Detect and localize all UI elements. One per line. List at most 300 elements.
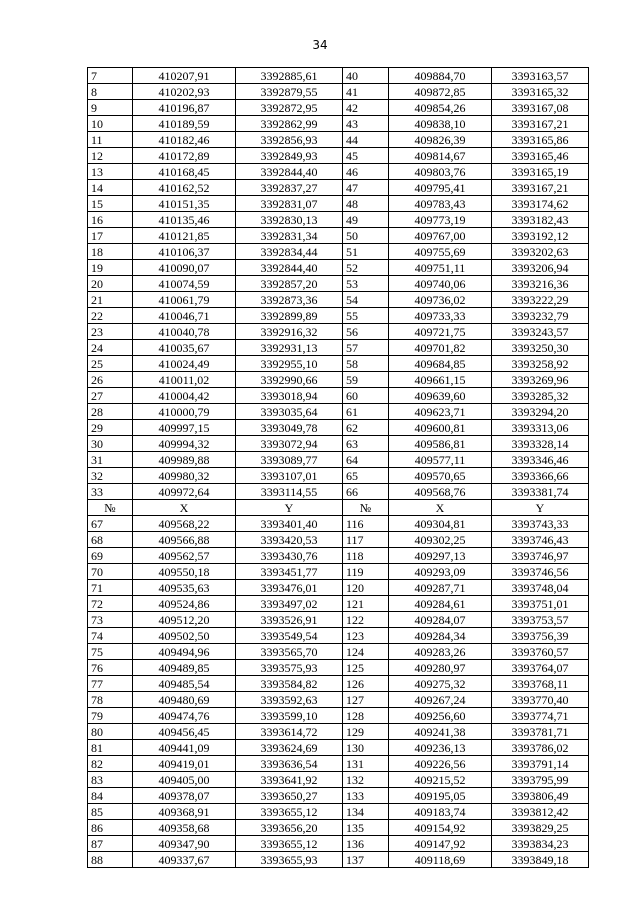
table-row bbox=[88, 148, 589, 164]
x-coordinate-cell: 409287,71 bbox=[389, 580, 492, 596]
table-row bbox=[88, 164, 589, 180]
x-coordinate-cell: 409241,38 bbox=[389, 724, 492, 740]
y-coordinate-cell: 3393599,10 bbox=[236, 708, 343, 724]
point-number-cell: 29 bbox=[88, 420, 133, 436]
point-number-cell: 59 bbox=[343, 372, 389, 388]
y-coordinate-cell: 3392990,66 bbox=[236, 372, 343, 388]
x-coordinate-cell: 409872,85 bbox=[389, 84, 492, 100]
point-number-cell: 23 bbox=[88, 324, 133, 340]
table-row bbox=[88, 388, 589, 404]
table-row bbox=[88, 820, 589, 836]
y-coordinate-cell: 3393165,86 bbox=[492, 132, 589, 148]
coordinates-table-body bbox=[88, 68, 589, 868]
x-coordinate-cell: 409275,32 bbox=[389, 676, 492, 692]
x-coordinate-cell: 409337,67 bbox=[133, 852, 236, 868]
x-coordinate-cell: 409154,92 bbox=[389, 820, 492, 836]
y-coordinate-cell: 3393751,01 bbox=[492, 596, 589, 612]
y-coordinate-cell: 3393743,33 bbox=[492, 516, 589, 532]
table-row bbox=[88, 772, 589, 788]
y-coordinate-cell: 3393285,32 bbox=[492, 388, 589, 404]
table-row bbox=[88, 628, 589, 644]
point-number-cell: 128 bbox=[343, 708, 389, 724]
y-coordinate-cell: 3393089,77 bbox=[236, 452, 343, 468]
x-coordinate-cell: 409997,15 bbox=[133, 420, 236, 436]
x-coordinate-cell: 409118,69 bbox=[389, 852, 492, 868]
table-row bbox=[88, 436, 589, 452]
point-number-cell: 28 bbox=[88, 404, 133, 420]
point-number-cell: 121 bbox=[343, 596, 389, 612]
x-coordinate-cell: 409284,07 bbox=[389, 612, 492, 628]
y-coordinate-cell: 3393497,02 bbox=[236, 596, 343, 612]
x-coordinate-cell: 409570,65 bbox=[389, 468, 492, 484]
y-coordinate-cell: 3393795,99 bbox=[492, 772, 589, 788]
table-row bbox=[88, 212, 589, 228]
x-coordinate-cell: 410090,07 bbox=[133, 260, 236, 276]
y-coordinate-cell: 3393655,93 bbox=[236, 852, 343, 868]
y-coordinate-cell: 3393746,43 bbox=[492, 532, 589, 548]
y-coordinate-cell: 3393222,29 bbox=[492, 292, 589, 308]
point-number-cell: 135 bbox=[343, 820, 389, 836]
y-coordinate-cell: 3393786,02 bbox=[492, 740, 589, 756]
x-coordinate-cell: 409494,96 bbox=[133, 644, 236, 660]
x-coordinate-cell: 410135,46 bbox=[133, 212, 236, 228]
point-number-cell: 12 bbox=[88, 148, 133, 164]
x-coordinate-cell: 409814,67 bbox=[389, 148, 492, 164]
y-coordinate-cell: 3393202,63 bbox=[492, 244, 589, 260]
table-row bbox=[88, 676, 589, 692]
x-coordinate-cell: 409304,81 bbox=[389, 516, 492, 532]
x-coordinate-cell: 409480,69 bbox=[133, 692, 236, 708]
point-number-cell: 86 bbox=[88, 820, 133, 836]
x-coordinate-cell: 409485,54 bbox=[133, 676, 236, 692]
x-coordinate-cell: 409684,85 bbox=[389, 356, 492, 372]
y-coordinate-cell: 3392844,40 bbox=[236, 260, 343, 276]
point-number-cell: 53 bbox=[343, 276, 389, 292]
x-coordinate-cell: 409661,15 bbox=[389, 372, 492, 388]
y-coordinate-cell: 3393250,30 bbox=[492, 340, 589, 356]
x-coordinate-cell: 409293,09 bbox=[389, 564, 492, 580]
y-coordinate-cell: 3393748,04 bbox=[492, 580, 589, 596]
x-coordinate-cell: 409755,69 bbox=[389, 244, 492, 260]
x-coordinate-cell: 409980,32 bbox=[133, 468, 236, 484]
table-row bbox=[88, 260, 589, 276]
point-number-cell: 131 bbox=[343, 756, 389, 772]
point-number-cell: 13 bbox=[88, 164, 133, 180]
y-coordinate-cell: 3393549,54 bbox=[236, 628, 343, 644]
point-number-cell: 122 bbox=[343, 612, 389, 628]
x-coordinate-cell: 409302,25 bbox=[389, 532, 492, 548]
point-number-cell: 77 bbox=[88, 676, 133, 692]
x-coordinate-cell: 410151,35 bbox=[133, 196, 236, 212]
point-number-cell: 66 bbox=[343, 484, 389, 500]
table-row bbox=[88, 564, 589, 580]
x-coordinate-cell: 410040,78 bbox=[133, 324, 236, 340]
point-number-cell: 64 bbox=[343, 452, 389, 468]
y-coordinate-cell: 3393791,14 bbox=[492, 756, 589, 772]
y-coordinate-cell: 3393182,43 bbox=[492, 212, 589, 228]
point-number-cell: 65 bbox=[343, 468, 389, 484]
point-number-cell: 14 bbox=[88, 180, 133, 196]
table-row bbox=[88, 68, 589, 84]
x-coordinate-cell: 409751,11 bbox=[389, 260, 492, 276]
x-coordinate-cell: 409236,13 bbox=[389, 740, 492, 756]
y-coordinate-cell: 3393401,40 bbox=[236, 516, 343, 532]
point-number-cell: 17 bbox=[88, 228, 133, 244]
point-number-cell: 30 bbox=[88, 436, 133, 452]
y-coordinate-cell: 3393114,55 bbox=[236, 484, 343, 500]
x-coordinate-cell: 409195,05 bbox=[389, 788, 492, 804]
y-coordinate-cell: 3392872,95 bbox=[236, 100, 343, 116]
x-coordinate-cell: 409767,00 bbox=[389, 228, 492, 244]
y-coordinate-cell: 3393781,71 bbox=[492, 724, 589, 740]
point-number-cell: 56 bbox=[343, 324, 389, 340]
y-coordinate-cell: 3393381,74 bbox=[492, 484, 589, 500]
y-coordinate-cell: 3393614,72 bbox=[236, 724, 343, 740]
y-coordinate-cell: 3393834,23 bbox=[492, 836, 589, 852]
x-coordinate-cell: 410004,42 bbox=[133, 388, 236, 404]
point-number-cell: 51 bbox=[343, 244, 389, 260]
point-number-cell: 75 bbox=[88, 644, 133, 660]
point-number-cell: 44 bbox=[343, 132, 389, 148]
point-number-cell: 18 bbox=[88, 244, 133, 260]
y-column-header: Y bbox=[492, 500, 589, 516]
number-column-header: № bbox=[88, 500, 133, 516]
y-coordinate-cell: 3393768,11 bbox=[492, 676, 589, 692]
y-coordinate-cell: 3393746,56 bbox=[492, 564, 589, 580]
point-number-cell: 67 bbox=[88, 516, 133, 532]
point-number-cell: 68 bbox=[88, 532, 133, 548]
x-coordinate-cell: 409803,76 bbox=[389, 164, 492, 180]
x-coordinate-cell: 409358,68 bbox=[133, 820, 236, 836]
point-number-cell: 15 bbox=[88, 196, 133, 212]
x-coordinate-cell: 409405,00 bbox=[133, 772, 236, 788]
x-coordinate-cell: 409783,43 bbox=[389, 196, 492, 212]
point-number-cell: 88 bbox=[88, 852, 133, 868]
y-coordinate-cell: 3393655,12 bbox=[236, 836, 343, 852]
x-coordinate-cell: 409280,97 bbox=[389, 660, 492, 676]
x-coordinate-cell: 409378,07 bbox=[133, 788, 236, 804]
y-coordinate-cell: 3393269,96 bbox=[492, 372, 589, 388]
point-number-cell: 137 bbox=[343, 852, 389, 868]
table-row bbox=[88, 324, 589, 340]
y-coordinate-cell: 3393035,64 bbox=[236, 404, 343, 420]
y-coordinate-cell: 3392856,93 bbox=[236, 132, 343, 148]
y-coordinate-cell: 3393346,46 bbox=[492, 452, 589, 468]
x-coordinate-cell: 409512,20 bbox=[133, 612, 236, 628]
point-number-cell: 70 bbox=[88, 564, 133, 580]
x-coordinate-cell: 410202,93 bbox=[133, 84, 236, 100]
x-coordinate-cell: 409795,41 bbox=[389, 180, 492, 196]
point-number-cell: 57 bbox=[343, 340, 389, 356]
x-coordinate-cell: 409577,11 bbox=[389, 452, 492, 468]
x-coordinate-cell: 409256,60 bbox=[389, 708, 492, 724]
point-number-cell: 49 bbox=[343, 212, 389, 228]
table-row bbox=[88, 740, 589, 756]
point-number-cell: 43 bbox=[343, 116, 389, 132]
y-coordinate-cell: 3393328,14 bbox=[492, 436, 589, 452]
y-coordinate-cell: 3392879,55 bbox=[236, 84, 343, 100]
point-number-cell: 32 bbox=[88, 468, 133, 484]
x-coordinate-cell: 410162,52 bbox=[133, 180, 236, 196]
table-row bbox=[88, 276, 589, 292]
x-coordinate-cell: 409972,64 bbox=[133, 484, 236, 500]
x-coordinate-cell: 410182,46 bbox=[133, 132, 236, 148]
point-number-cell: 76 bbox=[88, 660, 133, 676]
y-coordinate-cell: 3392899,89 bbox=[236, 308, 343, 324]
x-coordinate-cell: 409884,70 bbox=[389, 68, 492, 84]
point-number-cell: 132 bbox=[343, 772, 389, 788]
table-row bbox=[88, 804, 589, 820]
x-coordinate-cell: 410106,37 bbox=[133, 244, 236, 260]
x-coordinate-cell: 409566,88 bbox=[133, 532, 236, 548]
y-coordinate-cell: 3393174,62 bbox=[492, 196, 589, 212]
y-coordinate-cell: 3392837,27 bbox=[236, 180, 343, 196]
x-coordinate-cell: 410168,45 bbox=[133, 164, 236, 180]
x-coordinate-cell: 409474,76 bbox=[133, 708, 236, 724]
page-number: 34 bbox=[312, 38, 328, 52]
y-coordinate-cell: 3393753,57 bbox=[492, 612, 589, 628]
point-number-cell: 46 bbox=[343, 164, 389, 180]
point-number-cell: 85 bbox=[88, 804, 133, 820]
x-coordinate-cell: 409456,45 bbox=[133, 724, 236, 740]
y-coordinate-cell: 3393216,36 bbox=[492, 276, 589, 292]
x-coordinate-cell: 409562,57 bbox=[133, 548, 236, 564]
point-number-cell: 8 bbox=[88, 84, 133, 100]
table-header-row bbox=[88, 500, 589, 516]
table-row bbox=[88, 596, 589, 612]
x-coordinate-cell: 409838,10 bbox=[389, 116, 492, 132]
point-number-cell: 42 bbox=[343, 100, 389, 116]
y-coordinate-cell: 3393165,32 bbox=[492, 84, 589, 100]
y-coordinate-cell: 3393592,63 bbox=[236, 692, 343, 708]
table-row bbox=[88, 612, 589, 628]
y-coordinate-cell: 3392857,20 bbox=[236, 276, 343, 292]
x-coordinate-cell: 410189,59 bbox=[133, 116, 236, 132]
point-number-cell: 136 bbox=[343, 836, 389, 852]
x-coordinate-cell: 409639,60 bbox=[389, 388, 492, 404]
point-number-cell: 71 bbox=[88, 580, 133, 596]
table-row bbox=[88, 852, 589, 868]
x-coordinate-cell: 410172,89 bbox=[133, 148, 236, 164]
x-coordinate-cell: 409215,52 bbox=[389, 772, 492, 788]
table-row bbox=[88, 644, 589, 660]
y-coordinate-cell: 3392931,13 bbox=[236, 340, 343, 356]
y-coordinate-cell: 3392862,99 bbox=[236, 116, 343, 132]
point-number-cell: 33 bbox=[88, 484, 133, 500]
x-coordinate-cell: 410074,59 bbox=[133, 276, 236, 292]
point-number-cell: 31 bbox=[88, 452, 133, 468]
table-row bbox=[88, 116, 589, 132]
point-number-cell: 20 bbox=[88, 276, 133, 292]
x-coordinate-cell: 409524,86 bbox=[133, 596, 236, 612]
x-coordinate-cell: 409147,92 bbox=[389, 836, 492, 852]
x-coordinate-cell: 409568,22 bbox=[133, 516, 236, 532]
x-coordinate-cell: 409826,39 bbox=[389, 132, 492, 148]
point-number-cell: 27 bbox=[88, 388, 133, 404]
point-number-cell: 117 bbox=[343, 532, 389, 548]
table-row bbox=[88, 180, 589, 196]
y-coordinate-cell: 3393764,07 bbox=[492, 660, 589, 676]
point-number-cell: 120 bbox=[343, 580, 389, 596]
point-number-cell: 61 bbox=[343, 404, 389, 420]
point-number-cell: 55 bbox=[343, 308, 389, 324]
point-number-cell: 54 bbox=[343, 292, 389, 308]
table-row bbox=[88, 404, 589, 420]
y-coordinate-cell: 3393812,42 bbox=[492, 804, 589, 820]
point-number-cell: 45 bbox=[343, 148, 389, 164]
point-number-cell: 58 bbox=[343, 356, 389, 372]
y-coordinate-cell: 3393294,20 bbox=[492, 404, 589, 420]
x-coordinate-cell: 409994,32 bbox=[133, 436, 236, 452]
y-coordinate-cell: 3393636,54 bbox=[236, 756, 343, 772]
table-row bbox=[88, 452, 589, 468]
point-number-cell: 130 bbox=[343, 740, 389, 756]
x-coordinate-cell: 409347,90 bbox=[133, 836, 236, 852]
point-number-cell: 79 bbox=[88, 708, 133, 724]
y-coordinate-cell: 3393430,76 bbox=[236, 548, 343, 564]
point-number-cell: 25 bbox=[88, 356, 133, 372]
y-coordinate-cell: 3392844,40 bbox=[236, 164, 343, 180]
point-number-cell: 80 bbox=[88, 724, 133, 740]
y-coordinate-cell: 3393232,79 bbox=[492, 308, 589, 324]
y-coordinate-cell: 3393746,97 bbox=[492, 548, 589, 564]
y-coordinate-cell: 3393167,21 bbox=[492, 180, 589, 196]
point-number-cell: 87 bbox=[88, 836, 133, 852]
y-coordinate-cell: 3392831,34 bbox=[236, 228, 343, 244]
y-coordinate-cell: 3393018,94 bbox=[236, 388, 343, 404]
table-row bbox=[88, 660, 589, 676]
table-row bbox=[88, 468, 589, 484]
point-number-cell: 127 bbox=[343, 692, 389, 708]
coordinates-table bbox=[87, 67, 589, 868]
y-coordinate-cell: 3393192,12 bbox=[492, 228, 589, 244]
table-row bbox=[88, 836, 589, 852]
x-column-header: X bbox=[133, 500, 236, 516]
y-coordinate-cell: 3393243,57 bbox=[492, 324, 589, 340]
x-coordinate-cell: 409568,76 bbox=[389, 484, 492, 500]
x-coordinate-cell: 409854,26 bbox=[389, 100, 492, 116]
point-number-cell: 50 bbox=[343, 228, 389, 244]
point-number-cell: 40 bbox=[343, 68, 389, 84]
x-coordinate-cell: 409183,74 bbox=[389, 804, 492, 820]
y-coordinate-cell: 3393206,94 bbox=[492, 260, 589, 276]
x-coordinate-cell: 409267,24 bbox=[389, 692, 492, 708]
y-coordinate-cell: 3392873,36 bbox=[236, 292, 343, 308]
point-number-cell: 124 bbox=[343, 644, 389, 660]
table-row bbox=[88, 356, 589, 372]
x-coordinate-cell: 409740,06 bbox=[389, 276, 492, 292]
point-number-cell: 72 bbox=[88, 596, 133, 612]
x-coordinate-cell: 409600,81 bbox=[389, 420, 492, 436]
point-number-cell: 133 bbox=[343, 788, 389, 804]
y-coordinate-cell: 3392885,61 bbox=[236, 68, 343, 84]
table-row bbox=[88, 84, 589, 100]
y-coordinate-cell: 3393258,92 bbox=[492, 356, 589, 372]
point-number-cell: 62 bbox=[343, 420, 389, 436]
point-number-cell: 41 bbox=[343, 84, 389, 100]
point-number-cell: 123 bbox=[343, 628, 389, 644]
y-coordinate-cell: 3393451,77 bbox=[236, 564, 343, 580]
point-number-cell: 10 bbox=[88, 116, 133, 132]
y-coordinate-cell: 3393420,53 bbox=[236, 532, 343, 548]
point-number-cell: 82 bbox=[88, 756, 133, 772]
point-number-cell: 116 bbox=[343, 516, 389, 532]
y-coordinate-cell: 3393774,71 bbox=[492, 708, 589, 724]
point-number-cell: 11 bbox=[88, 132, 133, 148]
x-coordinate-cell: 409773,19 bbox=[389, 212, 492, 228]
x-coordinate-cell: 410000,79 bbox=[133, 404, 236, 420]
point-number-cell: 73 bbox=[88, 612, 133, 628]
x-coordinate-cell: 409586,81 bbox=[389, 436, 492, 452]
point-number-cell: 129 bbox=[343, 724, 389, 740]
x-coordinate-cell: 409419,01 bbox=[133, 756, 236, 772]
point-number-cell: 52 bbox=[343, 260, 389, 276]
point-number-cell: 60 bbox=[343, 388, 389, 404]
y-coordinate-cell: 3393641,92 bbox=[236, 772, 343, 788]
y-coordinate-cell: 3393655,12 bbox=[236, 804, 343, 820]
point-number-cell: 24 bbox=[88, 340, 133, 356]
x-coordinate-cell: 410121,85 bbox=[133, 228, 236, 244]
y-coordinate-cell: 3393656,20 bbox=[236, 820, 343, 836]
y-coordinate-cell: 3393366,66 bbox=[492, 468, 589, 484]
y-coordinate-cell: 3393624,69 bbox=[236, 740, 343, 756]
x-coordinate-cell: 410207,91 bbox=[133, 68, 236, 84]
y-coordinate-cell: 3393849,18 bbox=[492, 852, 589, 868]
table-row bbox=[88, 692, 589, 708]
point-number-cell: 21 bbox=[88, 292, 133, 308]
y-coordinate-cell: 3393770,40 bbox=[492, 692, 589, 708]
point-number-cell: 118 bbox=[343, 548, 389, 564]
table-row bbox=[88, 580, 589, 596]
point-number-cell: 119 bbox=[343, 564, 389, 580]
y-coordinate-cell: 3393565,70 bbox=[236, 644, 343, 660]
table-row bbox=[88, 132, 589, 148]
x-coordinate-cell: 410196,87 bbox=[133, 100, 236, 116]
y-coordinate-cell: 3393049,78 bbox=[236, 420, 343, 436]
table-row bbox=[88, 756, 589, 772]
point-number-cell: 134 bbox=[343, 804, 389, 820]
table-row bbox=[88, 532, 589, 548]
y-coordinate-cell: 3392849,93 bbox=[236, 148, 343, 164]
y-coordinate-cell: 3392834,44 bbox=[236, 244, 343, 260]
y-coordinate-cell: 3393526,91 bbox=[236, 612, 343, 628]
x-coordinate-cell: 409721,75 bbox=[389, 324, 492, 340]
table-row bbox=[88, 788, 589, 804]
table-row bbox=[88, 484, 589, 500]
point-number-cell: 7 bbox=[88, 68, 133, 84]
point-number-cell: 9 bbox=[88, 100, 133, 116]
table-row bbox=[88, 420, 589, 436]
table-row bbox=[88, 516, 589, 532]
x-coordinate-cell: 409502,50 bbox=[133, 628, 236, 644]
x-coordinate-cell: 409441,09 bbox=[133, 740, 236, 756]
table-row bbox=[88, 196, 589, 212]
x-coordinate-cell: 410035,67 bbox=[133, 340, 236, 356]
point-number-cell: 126 bbox=[343, 676, 389, 692]
y-coordinate-cell: 3392830,13 bbox=[236, 212, 343, 228]
y-coordinate-cell: 3393163,57 bbox=[492, 68, 589, 84]
y-coordinate-cell: 3392955,10 bbox=[236, 356, 343, 372]
y-coordinate-cell: 3393165,19 bbox=[492, 164, 589, 180]
x-coordinate-cell: 410024,49 bbox=[133, 356, 236, 372]
y-coordinate-cell: 3393575,93 bbox=[236, 660, 343, 676]
table-row bbox=[88, 372, 589, 388]
y-coordinate-cell: 3393829,25 bbox=[492, 820, 589, 836]
table-row bbox=[88, 228, 589, 244]
point-number-cell: 47 bbox=[343, 180, 389, 196]
y-coordinate-cell: 3393584,82 bbox=[236, 676, 343, 692]
y-coordinate-cell: 3393167,08 bbox=[492, 100, 589, 116]
